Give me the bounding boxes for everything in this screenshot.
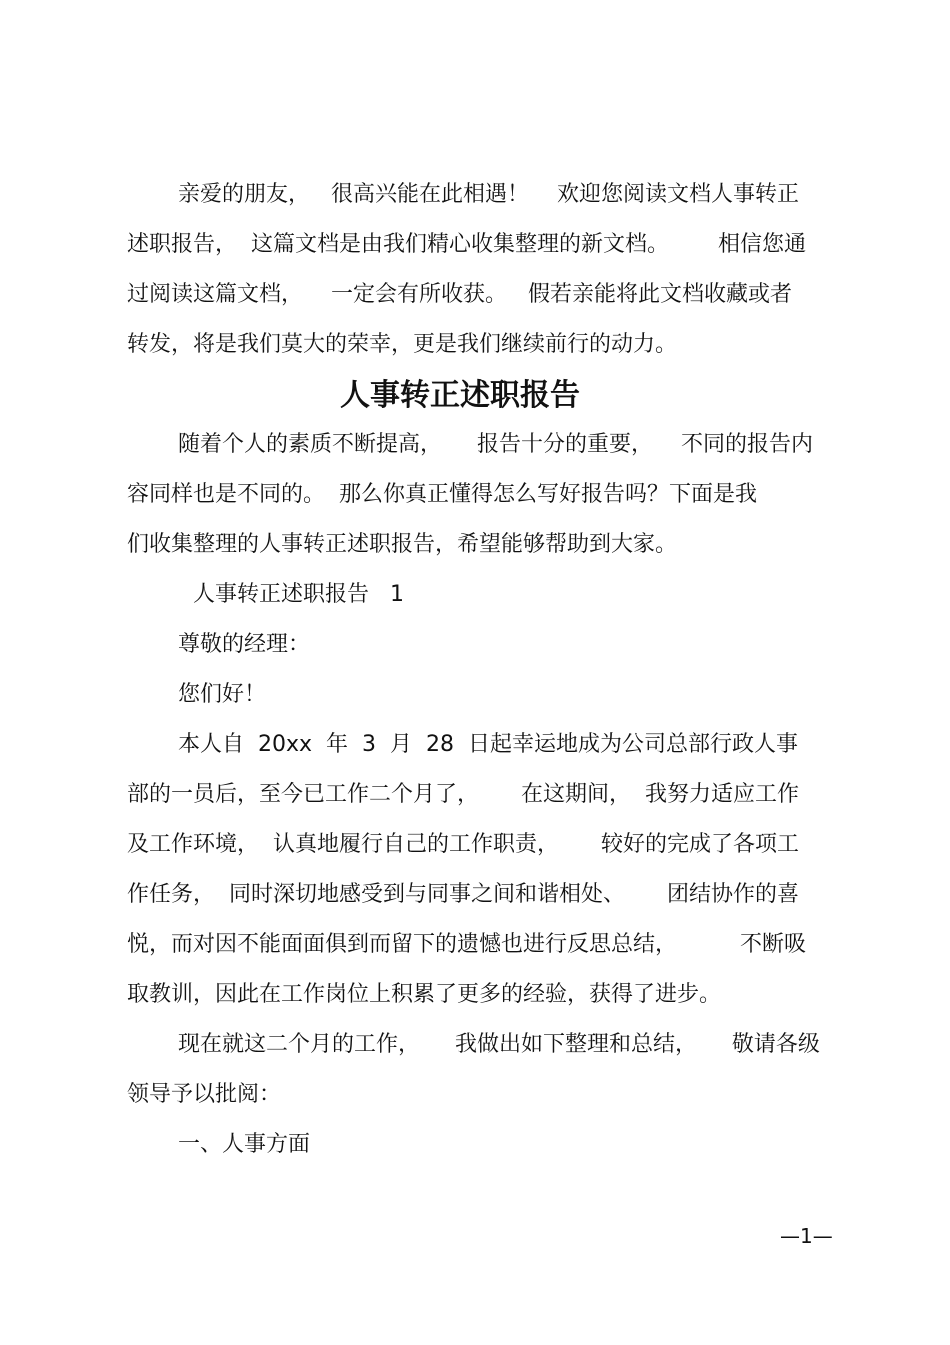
page-number: —1— — [780, 1224, 833, 1248]
body-paragraph-1-line-5: 悦，而对因不能面面俱到而留下的遗憾也进行反思总结， 不断吸 — [127, 932, 806, 957]
section-one-heading: 一、人事方面 — [178, 1132, 311, 1157]
intro-line-3: 过阅读这篇文档， 一定会有所收获。 假若亲能将此文档收藏或者 — [127, 282, 792, 307]
body-paragraph-1-line-2: 部的一员后，至今已工作二个月了， 在这期间， 我努力适应工作 — [127, 782, 799, 807]
document-title: 人事转正述职报告 — [340, 378, 580, 413]
body-paragraph-2-line-2: 领导予以批阅： — [127, 1082, 282, 1107]
intro-line-1: 亲爱的朋友， 很高兴能在此相遇！ 欢迎您阅读文档人事转正 — [178, 182, 799, 207]
intro-line-2: 述职报告， 这篇文档是由我们精心收集整理的新文档。 相信您通 — [127, 232, 806, 257]
intro-line-4: 转发，将是我们莫大的荣幸，更是我们继续前行的动力。 — [127, 332, 678, 357]
section-heading: 人事转正述职报告 1 — [193, 582, 404, 607]
body-paragraph-1-line-6: 取教训，因此在工作岗位上积累了更多的经验，获得了进步。 — [127, 982, 722, 1007]
lead-line-2: 容同样也是不同的。 那么你真正懂得怎么写好报告吗？下面是我 — [127, 482, 757, 507]
lead-line-1: 随着个人的素质不断提高， 报告十分的重要， 不同的报告内 — [178, 432, 813, 457]
body-paragraph-1-line-3: 及工作环境， 认真地履行自己的工作职责， 较好的完成了各项工 — [127, 832, 799, 857]
lead-line-3: 们收集整理的人事转正述职报告，希望能够帮助到大家。 — [127, 532, 678, 557]
body-paragraph-2-line-1: 现在就这二个月的工作， 我做出如下整理和总结， 敬请各级 — [178, 1032, 820, 1057]
body-paragraph-1-line-1: 本人自 20xx 年 3 月 28 日起幸运地成为公司总部行政人事 — [178, 732, 798, 757]
body-paragraph-1-line-4: 作任务， 同时深切地感受到与同事之间和谐相处、 团结协作的喜 — [127, 882, 799, 907]
salutation: 尊敬的经理： — [178, 632, 311, 657]
greeting: 您们好！ — [178, 682, 267, 707]
